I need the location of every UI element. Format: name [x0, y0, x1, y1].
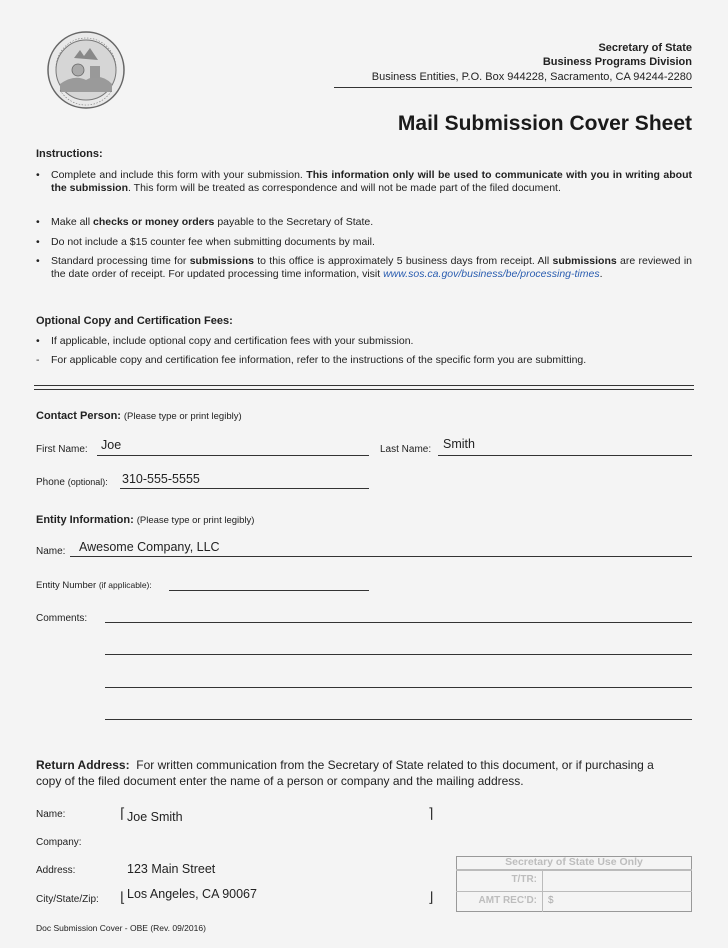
return-address-label: Address: — [36, 865, 76, 876]
comments-label: Comments: — [36, 613, 88, 624]
return-city-field[interactable]: Los Angeles, CA 90067 — [127, 887, 257, 901]
section-divider — [34, 385, 694, 386]
first-name-label: First Name: — [36, 444, 88, 455]
bracket-bottom-left: ⌊ — [120, 889, 126, 905]
first-name-line — [97, 455, 369, 456]
form-footer: Doc Submission Cover - OBE (Rev. 09/2016) — [36, 923, 206, 933]
entity-name-line — [70, 556, 692, 557]
instructions-heading: Instructions: — [36, 148, 103, 160]
header-address: Business Entities, P.O. Box 944228, Sacramento, CA 94244-2280 — [371, 71, 692, 83]
phone-field[interactable]: 310-555-5555 — [122, 472, 200, 486]
contact-heading: Contact Person: (Please type or print legibly) — [36, 410, 242, 422]
entity-number-label: Entity Number (if applicable): — [36, 580, 152, 591]
last-name-label: Last Name: — [380, 444, 432, 455]
last-name-field[interactable]: Smith — [443, 437, 475, 451]
last-name-line — [438, 455, 692, 456]
return-company-label: Company: — [36, 837, 82, 848]
return-name-field[interactable]: Joe Smith — [127, 810, 183, 824]
header-agency: Secretary of State — [598, 42, 692, 54]
header-division: Business Programs Division — [542, 56, 692, 68]
bracket-top-left: ⌈ — [120, 805, 126, 821]
phone-line — [120, 488, 369, 489]
first-name-field[interactable]: Joe — [101, 438, 122, 452]
section-divider-2 — [34, 389, 694, 390]
amt-value: $ — [548, 895, 554, 906]
comments-line-2[interactable] — [105, 654, 692, 655]
instruction-item-3: • Do not include a $15 counter fee when submitting documents by mail. — [36, 236, 375, 248]
state-seal-icon — [46, 30, 126, 110]
entity-number-field[interactable] — [169, 590, 369, 591]
phone-label: Phone (optional): — [36, 477, 108, 488]
entity-heading: Entity Information: (Please type or print legibly) — [36, 514, 255, 526]
bracket-bottom-right: ⌋ — [428, 889, 434, 905]
amt-label: AMT REC'D: — [478, 895, 537, 906]
entity-name-label: Name: — [36, 546, 66, 557]
fees-heading: Optional Copy and Certification Fees: — [36, 315, 233, 327]
sos-use-only-title: Secretary of State Use Only — [456, 856, 692, 870]
return-company-field[interactable] — [125, 834, 425, 850]
page-title: Mail Submission Cover Sheet — [397, 112, 692, 135]
bracket-top-right: ⌉ — [428, 805, 434, 821]
return-address-field[interactable]: 123 Main Street — [127, 862, 216, 876]
fees-item-2: - For applicable copy and certification fee information, refer to the instructions of the specific form you are submitting. — [36, 354, 587, 366]
instruction-item-4: • Standard processing time for submissions to this office is approximately 5 business days from receipt. All submissions are reviewed in the date order of receipt. For updated processing time information, visit www.sos.ca.gov/business/be/processing-times. — [36, 255, 692, 280]
ttr-label: T/TR: — [511, 874, 537, 885]
instruction-item-2: • Make all checks or money orders payable to the Secretary of State. — [36, 216, 374, 228]
header-rule — [334, 87, 692, 88]
return-city-label: City/State/Zip: — [36, 894, 99, 905]
box-divider — [542, 870, 543, 912]
comments-line-3[interactable] — [105, 687, 692, 688]
processing-times-link[interactable]: www.sos.ca.gov/business/be/processing-times — [383, 267, 600, 280]
instruction-item-1: • Complete and include this form with your submission. This information only will be used to communicate with you in writing about the submission. This form will be treated as correspondence and will not be made part of the filed document. — [36, 169, 692, 194]
comments-line-4[interactable] — [105, 719, 692, 720]
comments-line-1[interactable] — [105, 622, 692, 623]
entity-name-field[interactable]: Awesome Company, LLC — [79, 540, 220, 554]
return-name-label: Name: — [36, 809, 66, 820]
return-address-intro: Return Address: For written communication from the Secretary of State related to this document, or if purchasing a copy of the filed document enter the name of a person or company and the mailing address. — [36, 758, 654, 788]
fees-item-1: • If applicable, include optional copy and certification fees with your submission. — [36, 335, 414, 347]
